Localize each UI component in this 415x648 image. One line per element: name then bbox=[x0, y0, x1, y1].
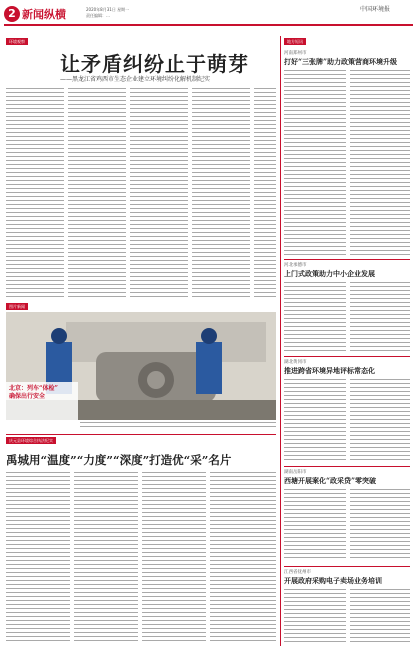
bottom-text-col-1 bbox=[6, 472, 70, 642]
column-divider bbox=[280, 36, 281, 646]
lead-subtitle: ——黑龙江省鸡西市生态企业建立环境纠纷化解机制纪实 bbox=[60, 76, 211, 83]
lead-title: 让矛盾纠纷止于萌芽 bbox=[60, 52, 249, 76]
photo-caption-text bbox=[80, 422, 276, 430]
lead-text-col-5 bbox=[254, 88, 276, 300]
article1-tag: 河南郑州市 bbox=[284, 51, 307, 56]
right-rule-4 bbox=[284, 566, 410, 567]
section-name: 新闻纵横 bbox=[22, 8, 66, 21]
bottom-title: 禹城用“温度”“力度”“深度”打造优“采”名片 bbox=[6, 453, 232, 467]
article5-tag: 江西省抚州市 bbox=[284, 570, 311, 575]
article1-text-col-1 bbox=[284, 70, 346, 255]
bottom-rule bbox=[6, 434, 276, 435]
right-rule-1 bbox=[284, 259, 410, 260]
right-rule-2 bbox=[284, 356, 410, 357]
bottom-tag: 庆元县环境综合执法纪实 bbox=[6, 437, 56, 444]
article5-title: 开展政府采购电子卖场业务培训 bbox=[284, 576, 382, 585]
lead-text-col-1 bbox=[6, 88, 64, 300]
article1-title: 打好“三张牌”助力政策营商环境升级 bbox=[284, 57, 398, 66]
article2-text-col-2 bbox=[350, 282, 410, 352]
page-header bbox=[0, 0, 415, 36]
article5-text-col-1 bbox=[284, 589, 346, 643]
lead-text-col-3 bbox=[130, 88, 188, 300]
article5-text-col-2 bbox=[350, 589, 410, 643]
article2-title: 上门式政策助力中小企业发展 bbox=[284, 269, 375, 278]
editor-line: 责任编辑：… bbox=[86, 13, 110, 18]
date-line: 2020年8月31日 星期一 bbox=[86, 7, 130, 12]
article4-text-col-2 bbox=[350, 489, 410, 561]
news-photo bbox=[6, 312, 276, 420]
photo-label: 图片新闻 bbox=[6, 303, 28, 310]
article2-tag: 河北承德市 bbox=[284, 263, 307, 268]
bottom-text-col-2 bbox=[74, 472, 138, 642]
article3-text-col-2 bbox=[350, 379, 410, 461]
bottom-text-col-3 bbox=[142, 472, 206, 642]
article4-tag: 湖南岳阳市 bbox=[284, 470, 307, 475]
bottom-text-col-4 bbox=[210, 472, 276, 642]
lead-tag: 环境观察 bbox=[6, 38, 28, 45]
lead-text-col-2 bbox=[68, 88, 126, 300]
article1-text-col-2 bbox=[350, 70, 410, 255]
lead-text-col-4 bbox=[192, 88, 250, 300]
photo-caption-title: 北京：列车“体检” 确保出行安全 bbox=[9, 385, 58, 400]
section-number-badge: 2 bbox=[4, 6, 20, 22]
article4-title: 西塘开展案化“政采贷”零突破 bbox=[284, 476, 377, 485]
article3-text-col-1 bbox=[284, 379, 346, 461]
article3-tag: 湖北黄冈市 bbox=[284, 360, 307, 365]
article4-text-col-1 bbox=[284, 489, 346, 561]
masthead: 中国环境报 bbox=[360, 6, 391, 13]
right-rule-3 bbox=[284, 466, 410, 467]
right-header-tag: 地方短讯 bbox=[284, 38, 306, 45]
article3-title: 推进跨省环境异地评标常态化 bbox=[284, 366, 375, 375]
article2-text-col-1 bbox=[284, 282, 346, 352]
header-rule bbox=[4, 24, 413, 26]
